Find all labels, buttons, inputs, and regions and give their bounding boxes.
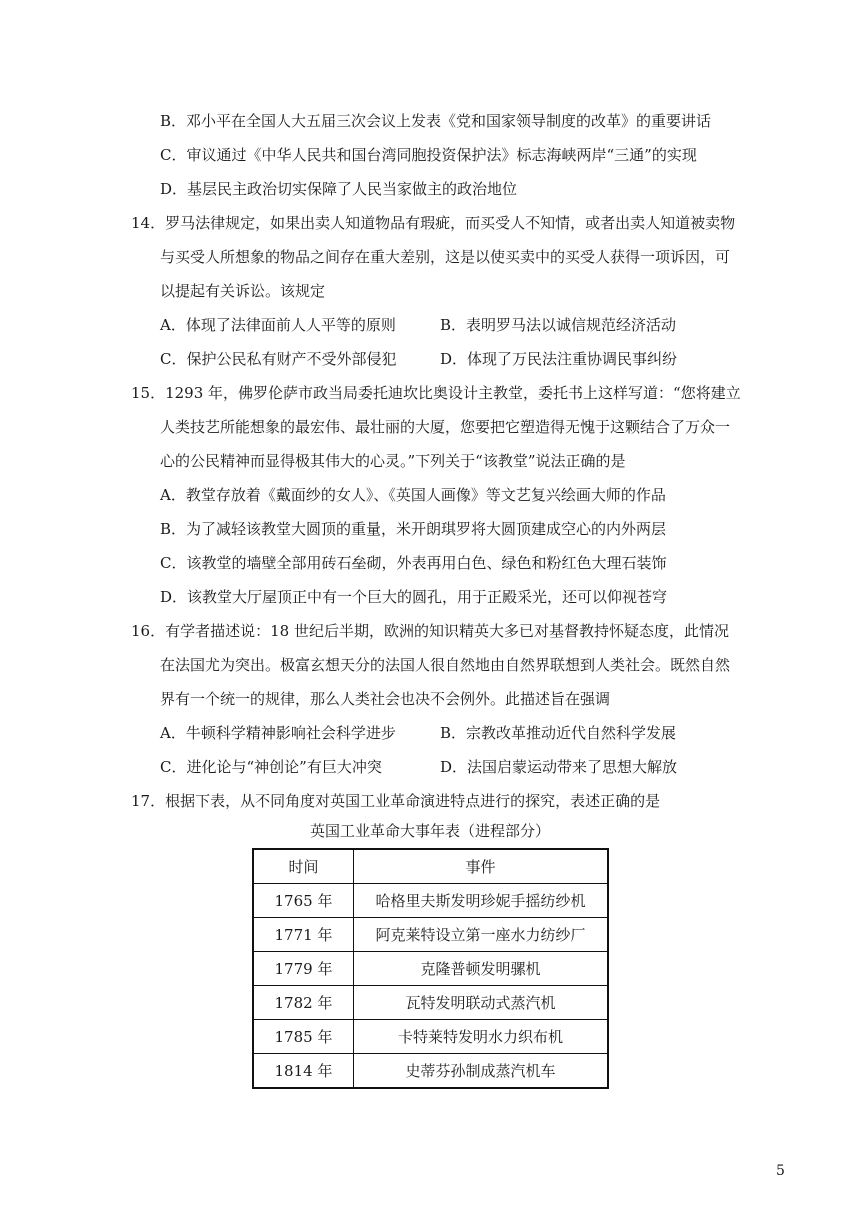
q14-stem-line2: 与买受人所想象的物品之间存在重大差别，这是以使买卖中的买受人获得一项诉因，可 (160, 248, 731, 266)
q14-option-a: A．体现了法律面前人人平等的原则 (160, 316, 396, 334)
q14-stem-line3: 以提起有关诉讼。该规定 (160, 282, 326, 300)
row-year: 1779 年 (253, 952, 354, 986)
table-caption: 英国工业革命大事年表（进程部分） (309, 822, 550, 840)
q15-stem-line2: 人类技艺所能想象的最宏伟、最壮丽的大厦，您要把它塑造得无愧于这颗结合了万众一 (160, 418, 731, 436)
table-row (253, 952, 608, 986)
table-row (253, 884, 608, 918)
q14-option-c: C．保护公民私有财产不受外部侵犯 (160, 350, 397, 368)
row-year: 1782 年 (253, 986, 354, 1020)
q13-option-d: D．基层民主政治切实保障了人民当家做主的政治地位 (160, 180, 518, 198)
q16-stem-line1: 16．有学者描述说：18 世纪后半期，欧洲的知识精英大多已对基督教持怀疑态度，此情况 (131, 622, 729, 640)
row-event: 克隆普顿发明骡机 (354, 952, 609, 986)
table-row (253, 1054, 608, 1089)
q16-option-a: A．牛顿科学精神影响社会科学进步 (160, 724, 396, 742)
table-row (253, 918, 608, 952)
row-event: 史蒂芬孙制成蒸汽机车 (354, 1054, 609, 1089)
header-time: 时间 (253, 849, 354, 884)
q16-option-d: D．法国启蒙运动带来了思想大解放 (440, 758, 678, 776)
q15-option-c: C．该教堂的墙壁全部用砖石垒砌，外表再用白色、绿色和粉红色大理石装饰 (160, 554, 667, 572)
q15-stem-line3: 心的公民精神而显得极其伟大的心灵。”下列关于“该教堂”说法正确的是 (160, 452, 626, 470)
q17-stem-line1: 17．根据下表，从不同角度对英国工业革命演进特点进行的探究，表述正确的是 (131, 792, 661, 810)
row-year: 1771 年 (253, 918, 354, 952)
header-event: 事件 (354, 849, 609, 884)
q15-option-a: A．教堂存放着《戴面纱的女人》、《英国人画像》等文艺复兴绘画大师的作品 (160, 486, 666, 504)
row-year: 1814 年 (253, 1054, 354, 1089)
q15-option-b: B．为了减轻该教堂大圆顶的重量，米开朗琪罗将大圆顶建成空心的内外两层 (160, 520, 667, 538)
q14-option-b: B．表明罗马法以诚信规范经济活动 (440, 316, 677, 334)
q14-option-d: D．体现了万民法注重协调民事纠纷 (440, 350, 678, 368)
row-year: 1785 年 (253, 1020, 354, 1054)
q13-option-c: C．审议通过《中华人民共和国台湾同胞投资保护法》标志海峡两岸“三通”的实现 (160, 146, 697, 164)
row-event: 瓦特发明联动式蒸汽机 (354, 986, 609, 1020)
q16-stem-line3: 界有一个统一的规律，那么人类社会也决不会例外。此描述旨在强调 (160, 690, 611, 708)
row-event: 卡特莱特发明水力织布机 (354, 1020, 609, 1054)
table-row (253, 1020, 608, 1054)
q14-stem-line1: 14．罗马法律规定，如果出卖人知道物品有瑕疵，而买受人不知情，或者出卖人知道被卖物 (131, 214, 736, 232)
q16-stem-line2: 在法国尤为突出。极富玄想天分的法国人很自然地由自然界联想到人类社会。既然自然 (160, 656, 731, 674)
q16-option-c: C．进化论与“神创论”有巨大冲突 (160, 758, 382, 776)
q16-option-b: B．宗教改革推动近代自然科学发展 (440, 724, 677, 742)
page-number: 5 (776, 1163, 785, 1179)
q15-option-d: D．该教堂大厅屋顶正中有一个巨大的圆孔，用于正殿采光，还可以仰视苍穹 (160, 588, 668, 606)
row-event: 哈格里夫斯发明珍妮手摇纺纱机 (354, 884, 609, 918)
events-table (252, 848, 609, 1089)
row-year: 1765 年 (253, 884, 354, 918)
q13-option-b: B．邓小平在全国人大五届三次会议上发表《党和国家领导制度的改革》的重要讲话 (160, 112, 712, 130)
q15-stem-line1: 15．1293 年，佛罗伦萨市政当局委托迪坎比奥设计主教堂，委托书上这样写道：“您将建立 (131, 384, 741, 402)
table-row (253, 986, 608, 1020)
table-header-row (253, 849, 608, 884)
row-event: 阿克莱特设立第一座水力纺纱厂 (354, 918, 609, 952)
